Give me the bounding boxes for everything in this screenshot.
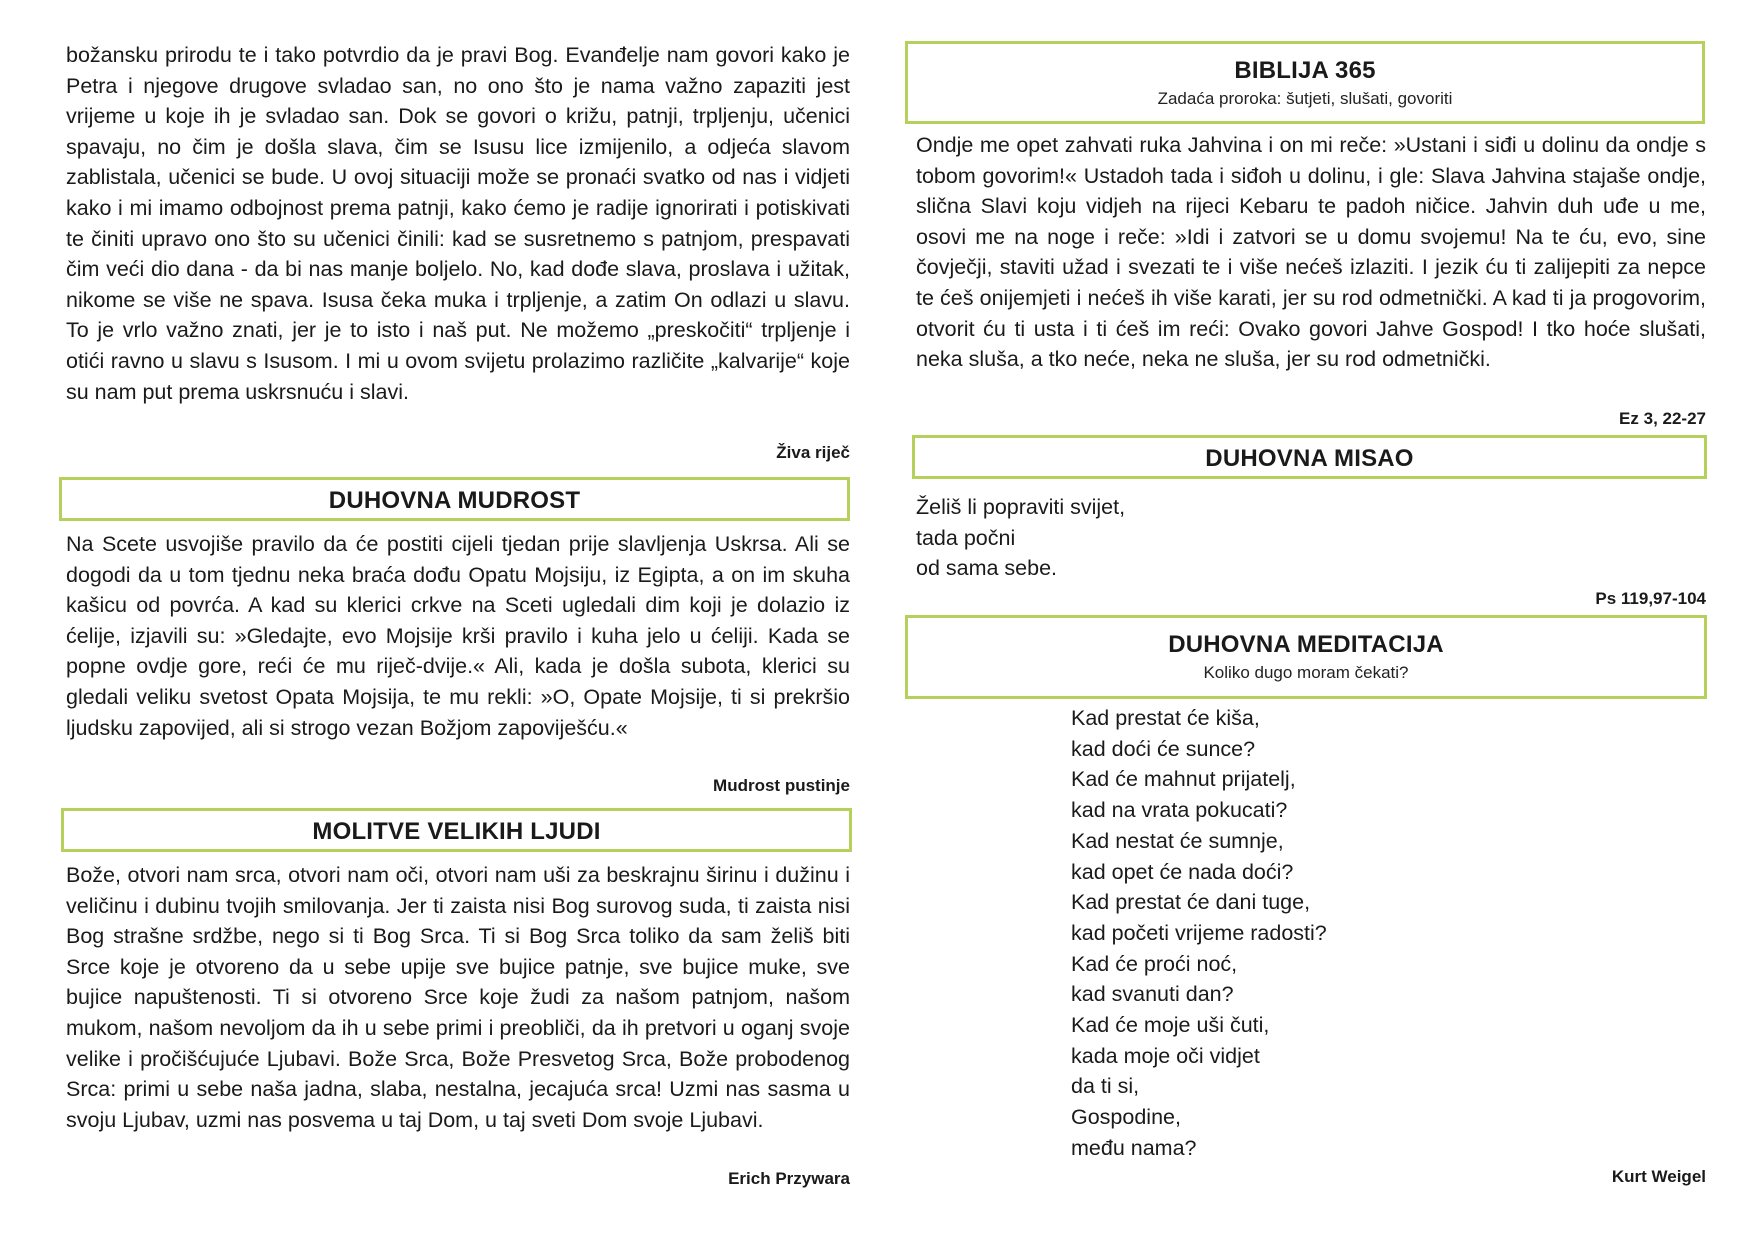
misao-lines (916, 492, 1125, 584)
section-title: DUHOVNA MUDROST (328, 487, 581, 514)
section-title: DUHOVNA MEDITACIJA (1168, 631, 1444, 658)
poem-line: Kad će proći noć, (1071, 951, 1238, 976)
section-subtitle: Koliko dugo moram čekati? (1203, 663, 1409, 682)
poem-line: kad na vrata pokucati? (1071, 798, 1288, 823)
mudrost-paragraph: Na Scete usvojiše pravilo da će postiti cijeli tjedan prije slavljenja Uskrsa. Ali se dogodi da u tom tjednu neka braća dođu Opatu Mojsiju, iz Egipta, a on im skuha kašicu od povrća. A kad su klerici crkve na Sceti ugledali dim koji je dolazio iz ćelije, izjavili su: »Gledajte, evo Mojsije krši pravilo i kuha jelo u ćeliji. Kada se popne ovdje gore, reći će mu riječ-dvije.« Ali, kada je došla subota, klerici su gledali veliku svetost Opata Mojsija, te mu rekli: »O, Opate Mojsije, ti si prekršio ljudsku zapovijed, ali si strogo vezan Božjom zapoviješću.« (66, 532, 850, 740)
poem-line: među nama? (1071, 1135, 1197, 1160)
intro-source: Živa riječ (776, 443, 850, 462)
poem-line: kad početi vrijeme radosti? (1071, 920, 1327, 945)
poem-line: da ti si, (1071, 1074, 1140, 1099)
misao-line: tada počni (916, 525, 1016, 550)
meditacija-poem (1071, 703, 1327, 1164)
section-subtitle: Zadaća proroka: šutjeti, slušati, govoriti (1157, 89, 1453, 108)
poem-line: Kad nestat će sumnje, (1071, 828, 1284, 853)
poem-line: Kad prestat će dani tuge, (1071, 890, 1311, 915)
poem-line: Gospodine, (1071, 1105, 1181, 1130)
molitve-header (61, 808, 852, 852)
mudrost-source: Mudrost pustinje (713, 776, 850, 795)
biblija-header (905, 41, 1705, 124)
poem-line: kada moje oči vidjet (1071, 1043, 1260, 1068)
poem-line: kad doći će sunce? (1071, 736, 1256, 761)
poem-line: Kad će mahnut prijatelj, (1071, 767, 1296, 792)
poem-line: kad opet će nada doći? (1071, 859, 1294, 884)
poem-line: kad svanuti dan? (1071, 982, 1234, 1007)
biblija-source: Ez 3, 22-27 (1619, 409, 1706, 428)
section-title: DUHOVNA MISAO (1205, 445, 1414, 472)
meditacija-header (905, 615, 1707, 699)
misao-line: od sama sebe. (916, 556, 1058, 581)
misao-line: Želiš li popraviti svijet, (916, 495, 1126, 519)
molitve-paragraph: Bože, otvori nam srca, otvori nam oči, otvori nam uši za beskrajnu širinu i dužinu i veličinu i dubinu tvojih smilovanja. Jer ti zaista nisi Bog surovog suda, ti zaista nisi Bog strašne srdžbe, nego si ti Bog Srca. Ti si Bog Srca toliko da sam želiš biti Srce koje je otvoreno da u sebe upije sve bujice patnje, sve bujice muke, sve bujice napuštenosti. Ti si otvoreno Srce koje žudi za našom patnjom, našom mukom, našom nevoljom da ih u sebe primi i preobliči, da ih pretvori u oganj svoje velike i pročišćujuće Ljubavi. Bože Srca, Bože Presvetog Srca, Bože probodenog Srca: primi u sebe naša jadna, slaba, nestalna, jecajuća srca! Uzmi nas sasma u svoju Ljubav, uzmi nas posvema u taj Dom, u taj sveti Dom svoje Ljubavi. (66, 863, 850, 1132)
section-title: BIBLIJA 365 (1234, 57, 1376, 84)
meditacija-source: Kurt Weigel (1611, 1167, 1706, 1186)
duhovna-mudrost-header (59, 477, 850, 521)
section-title: MOLITVE VELIKIH LJUDI (312, 818, 601, 845)
poem-line: Kad prestat će kiša, (1071, 706, 1260, 730)
duhovna-misao-header (912, 435, 1707, 479)
poem-line: Kad će moje uši čuti, (1071, 1013, 1270, 1038)
misao-source: Ps 119,97-104 (1595, 589, 1706, 608)
intro-paragraph: božansku prirodu te i tako potvrdio da je pravi Bog. Evanđelje nam govori kako je Petra i njegove drugove svladao san, no ono što je nama važno zapaziti jest vrijeme u koje ih je svladao san. Dok se govori o križu, patnji, trpljenju, učenici spavaju, no čim je došla slava, čim se Isusu lice izmijenilo, a odjeća slavom zablistala, učenici se bude. U ovoj situaciji može se pronaći svatko od nas i vidjeti kako i mi imamo odbojnost prema patnji, kako ćemo je radije ignorirati i potiskivati te činiti upravo ono što su učenici činili: kad se susretnemo s patnjom, prespavati čim veći dio dana - da bi nas manje boljelo. No, kad dođe slava, proslava i užitak, nikome se više ne spava. Isusa čeka muka i trpljenje, a zatim On odlazi u slavu. To je vrlo važno znati, jer je to isto i naš put. Ne možemo „preskočiti“ trpljenje i otići ravno u slavu s Isusom. I mi u ovom svijetu prolazimo različite „kalvarije“ koje su nam put prema uskrsnuću i slavi. (66, 43, 850, 404)
biblija-paragraph: Ondje me opet zahvati ruka Jahvina i on mi reče: »Ustani i siđi u dolinu da ondje s tobom govorim!« Ustadoh tada i siđoh u dolinu, i gle: Slava Jahvina stajaše ondje, slična Slavi koju vidjeh na rijeci Kebaru te padoh ničice. Jahvin duh uđe u me, osovi me na noge i reče: »Idi i zatvori se u domu svojemu! Na te ću, evo, sine čovječji, staviti užad i svezati te i više nećeš izlaziti. I jezik ću ti zalijepiti za nepce te ćeš onijemjeti i nećeš ih više karati, jer su rod odmetnički. A kad ti ja progovorim, otvorit ću ti usta i ti ćeš im reći: Ovako govori Jahve Gospod! I tko hoće slušati, neka sluša, a tko neće, neka ne sluša, jer su rod odmetnički. (916, 133, 1706, 372)
molitve-source: Erich Przywara (728, 1169, 850, 1188)
